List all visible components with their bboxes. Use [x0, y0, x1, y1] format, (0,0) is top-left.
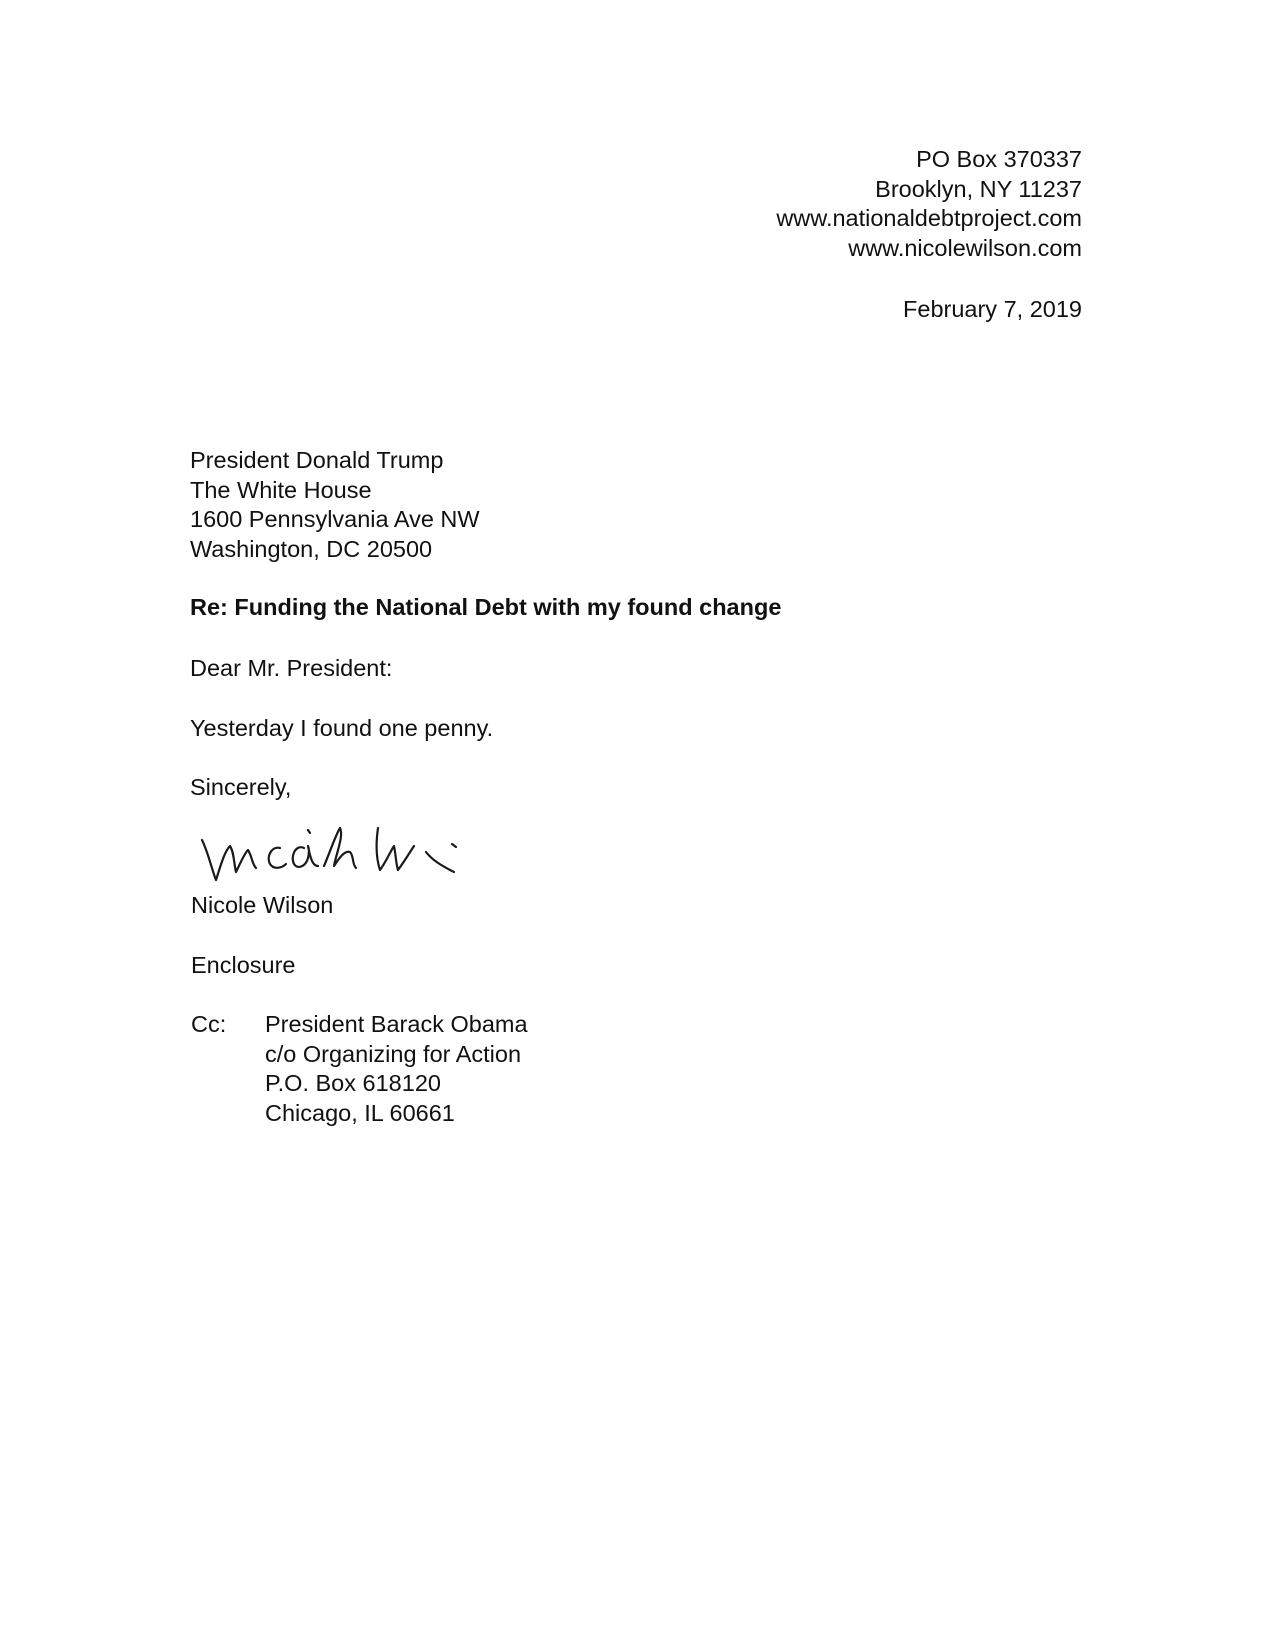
- cc-line: P.O. Box 618120: [265, 1070, 441, 1096]
- letter-body: Yesterday I found one penny.: [190, 715, 494, 741]
- recipient-line: 1600 Pennsylvania Ave NW: [190, 506, 480, 532]
- cc-line: c/o Organizing for Action: [265, 1040, 522, 1067]
- cc-address: [265, 1010, 528, 1128]
- recipient-line: President Donald Trump: [190, 447, 444, 473]
- sender-website: www.nicolewilson.com: [848, 234, 1082, 261]
- subject-line: Re: Funding the National Debt with my found change: [190, 594, 782, 620]
- closing: Sincerely,: [190, 774, 292, 800]
- letter-date: February 7, 2019: [903, 296, 1082, 322]
- sender-line: Brooklyn, NY 11237: [875, 175, 1082, 202]
- recipient-line: The White House: [190, 476, 372, 503]
- cc-line: President Barack Obama: [265, 1011, 528, 1037]
- enclosure-note: Enclosure: [191, 952, 296, 978]
- sender-website: www.nationaldebtproject.com: [776, 205, 1082, 231]
- signer-name: Nicole Wilson: [191, 892, 334, 918]
- sender-address: [776, 145, 1082, 263]
- recipient-address: [190, 446, 480, 564]
- recipient-line: Washington, DC 20500: [190, 535, 433, 562]
- cc-label: Cc:: [191, 1011, 227, 1037]
- salutation: Dear Mr. President:: [190, 655, 393, 681]
- cc-line: Chicago, IL 60661: [265, 1099, 455, 1126]
- handwritten-signature-icon: [200, 822, 490, 897]
- sender-line: PO Box 370337: [916, 146, 1082, 172]
